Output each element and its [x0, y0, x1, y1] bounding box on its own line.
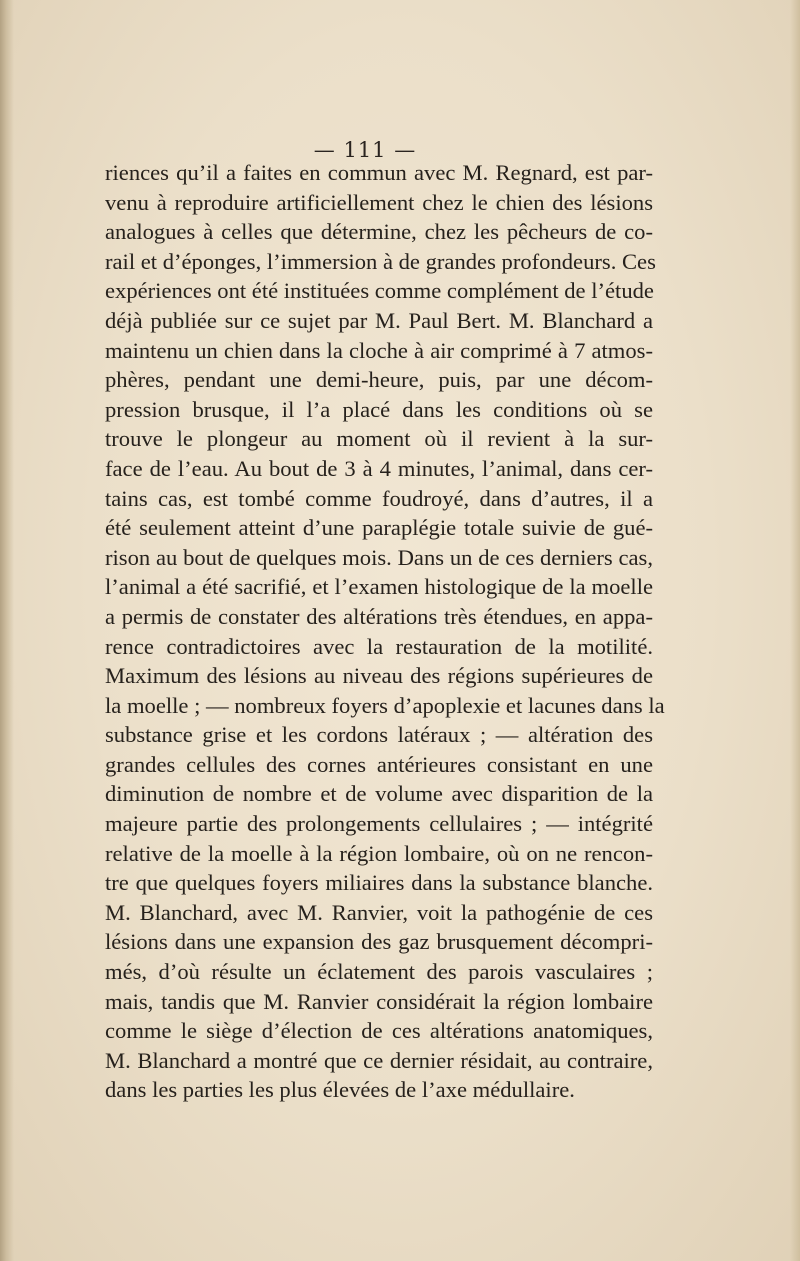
- text-line: diminution de nombre et de volume avec disparition de la: [105, 781, 653, 807]
- text-line: més, d’où résulte un éclatement des parois vasculaires ;: [105, 959, 653, 985]
- text-line: rail et d’éponges, l’immersion à de grandes profondeurs. Ces: [105, 248, 656, 274]
- text-line: a permis de constater des altérations très étendues, en appa-: [105, 603, 653, 629]
- text-line: tains cas, est tombé comme foudroyé, dans d’autres, il a: [105, 485, 653, 511]
- page-edge-shadow: [790, 0, 800, 1261]
- text-line: maintenu un chien dans la cloche à air comprimé à 7 atmos-: [105, 337, 653, 363]
- text-line: comme le siège d’élection de ces altérations anatomiques,: [105, 1018, 653, 1044]
- text-line: rence contradictoires avec la restauration de la motilité.: [105, 633, 653, 659]
- page-binding-shadow: [0, 0, 14, 1261]
- text-line: rison au bout de quelques mois. Dans un de ces derniers cas,: [105, 544, 653, 570]
- text-line: relative de la moelle à la région lombaire, où on ne rencon-: [105, 840, 653, 866]
- text-line: mais, tandis que M. Ranvier considérait la région lombaire: [105, 988, 653, 1014]
- text-line: M. Blanchard a montré que ce dernier résidait, au contraire,: [105, 1047, 653, 1073]
- text-line: riences qu’il a faites en commun avec M. Regnard, est par-: [105, 160, 653, 185]
- text-line: la moelle ; — nombreux foyers d’apoplexie et lacunes dans la: [105, 692, 665, 718]
- text-line: Maximum des lésions au niveau des régions supérieures de: [105, 663, 653, 689]
- text-line: M. Blanchard, avec M. Ranvier, voit la pathogénie de ces: [105, 899, 653, 925]
- text-line: l’animal a été sacrifié, et l’examen histologique de la moelle: [105, 574, 653, 600]
- text-line: déjà publiée sur ce sujet par M. Paul Bert. M. Blanchard a: [105, 307, 653, 333]
- text-line: venu à reproduire artificiellement chez le chien des lésions: [105, 189, 653, 215]
- text-line: face de l’eau. Au bout de 3 à 4 minutes, l’animal, dans cer-: [105, 455, 653, 481]
- text-line: majeure partie des prolongements cellulaires ; — intégrité: [105, 811, 653, 837]
- body-text: [105, 158, 665, 1105]
- text-line: substance grise et les cordons latéraux ; — altération des: [105, 722, 653, 748]
- text-line: analogues à celles que détermine, chez les pêcheurs de co-: [105, 219, 653, 245]
- text-line: dans les parties les plus élevées de l’axe médullaire.: [105, 1077, 575, 1103]
- text-line: expériences ont été instituées comme complément de l’étude: [105, 278, 654, 304]
- page-number: — 111 —: [313, 138, 417, 162]
- text-line: trouve le plongeur au moment où il revient à la sur-: [105, 426, 653, 452]
- text-line: lésions dans une expansion des gaz brusquement décompri-: [105, 929, 653, 955]
- text-line: grandes cellules des cornes antérieures consistant en une: [105, 751, 653, 777]
- text-line: tre que quelques foyers miliaires dans la substance blanche.: [105, 870, 653, 896]
- text-line: été seulement atteint d’une paraplégie totale suivie de gué-: [105, 515, 653, 541]
- text-line: pression brusque, il l’a placé dans les conditions où se: [105, 396, 653, 422]
- text-line: phères, pendant une demi-heure, puis, par une décom-: [105, 367, 653, 393]
